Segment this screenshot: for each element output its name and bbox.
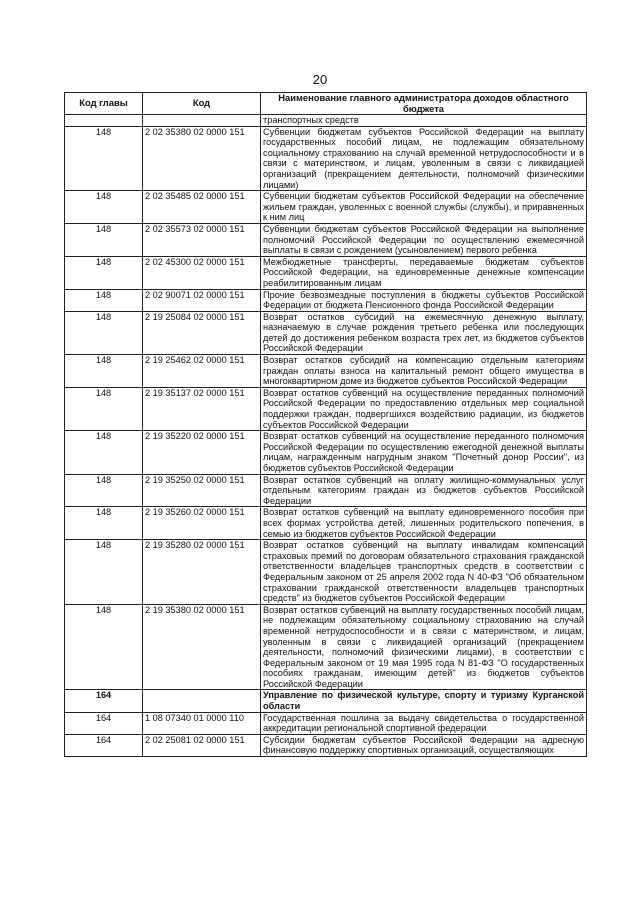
header-administrator-name: Наименование главного администратора доходов областного бюджета — [261, 93, 587, 115]
chapter-code-cell: 148 — [65, 387, 143, 430]
budget-code-cell: 2 19 35280 02 0000 151 — [143, 540, 261, 605]
chapter-code-cell: 148 — [65, 604, 143, 690]
budget-code-cell: 2 19 35137 02 0000 151 — [143, 387, 261, 430]
page-number: 20 — [312, 72, 328, 87]
administrator-name-cell: Возврат остатков субвенций на выплату государственных пособий лицам, не подлежащим обязательному социальному страхованию на случай временной нетрудоспособности и в связи с материнством, и лицам, уволенным в связи с ликвидацией организаций (прекращением деятельности, полномочий физическими лицами), в соответствии с Федеральным законом от 19 мая 1995 года N 81-ФЗ "О государственных пособиях гражданам, имеющим детей" из бюджетов субъектов Российской Федерации — [261, 604, 587, 690]
budget-code-cell: 2 02 35380 02 0000 151 — [143, 126, 261, 191]
table-row — [65, 289, 587, 311]
chapter-code-cell: 148 — [65, 126, 143, 191]
chapter-code-cell: 148 — [65, 540, 143, 605]
chapter-code-cell: 148 — [65, 191, 143, 224]
chapter-code-cell: 148 — [65, 223, 143, 256]
administrator-name-cell: Управление по физической культуре, спорту и туризму Курганской области — [261, 690, 587, 712]
administrator-name-cell: Возврат остатков субвенций на осуществление переданных полномочий Российской Федерации по предоставлению отдельных мер социальной поддержки граждан, подвергшихся воздействию радиации, из бюджетов субъектов Российской Федерации — [261, 387, 587, 430]
administrator-name-cell: Межбюджетные трансферты, передаваемые бюджетам субъектов Российской Федерации, на единовременные денежные компенсации реабилитированным лицам — [261, 256, 587, 289]
chapter-code-cell — [65, 115, 143, 127]
administrator-name-cell: Возврат остатков субвенций на выплату единовременного пособия при всех формах устройства детей, лишенных родительского попечения, в семью из бюджетов субъектов Российской Федерации — [261, 507, 587, 540]
budget-code-cell — [143, 115, 261, 127]
header-chapter-code: Код главы — [65, 93, 143, 115]
budget-code-cell: 2 19 35220 02 0000 151 — [143, 431, 261, 474]
table-row — [65, 115, 587, 127]
budget-code-cell: 2 19 35380 02 0000 151 — [143, 604, 261, 690]
chapter-code-cell: 148 — [65, 507, 143, 540]
administrator-name-cell: Возврат остатков субвенций на осуществление переданного полномочия Российской Федерации по осуществлению ежегодной денежной выплаты лицам, награжденным нагрудным знаком "Почетный донор России", из бюджетов субъектов Российской Федерации — [261, 431, 587, 474]
table-row — [65, 387, 587, 430]
table-row — [65, 507, 587, 540]
table-row — [65, 604, 587, 690]
budget-code-cell: 2 02 25081 02 0000 151 — [143, 734, 261, 756]
table-row — [65, 223, 587, 256]
chapter-code-cell: 164 — [65, 712, 143, 734]
budget-code-cell: 2 02 45300 02 0000 151 — [143, 256, 261, 289]
administrator-name-cell: Субвенции бюджетам субъектов Российской Федерации на выплату государственных пособий лицам, не подлежащим обязательному социальному страхованию на случай временной нетрудоспособности и в связи с материнством, и лицам, уволенным в связи с ликвидацией организаций (прекращением деятельности, полномочий физическими лицами) — [261, 126, 587, 191]
table-row — [65, 540, 587, 605]
chapter-code-cell: 164 — [65, 734, 143, 756]
table-row — [65, 474, 587, 507]
chapter-code-cell: 148 — [65, 256, 143, 289]
administrator-name-cell: Государственная пошлина за выдачу свидетельства о государственной аккредитации региональной спортивной федерации — [261, 712, 587, 734]
budget-code-cell: 2 02 90071 02 0000 151 — [143, 289, 261, 311]
administrator-name-cell: Прочие безвозмездные поступления в бюджеты субъектов Российской Федерации от бюджета Пенсионного фонда Российской Федерации — [261, 289, 587, 311]
table-row — [65, 126, 587, 191]
table-row — [65, 311, 587, 354]
chapter-code-cell: 148 — [65, 311, 143, 354]
administrator-name-cell: Субсидии бюджетам субъектов Российской Федерации на адресную финансовую поддержку спортивных организаций, осуществляющих — [261, 734, 587, 756]
budget-code-cell: 2 19 25462 02 0000 151 — [143, 355, 261, 388]
administrator-name-cell: Субвенции бюджетам субъектов Российской Федерации на обеспечение жильем граждан, уволенных с военной службы (службы), и приравненных к ним лиц — [261, 191, 587, 224]
chapter-code-cell: 164 — [65, 690, 143, 712]
budget-code-cell: 2 02 35573 02 0000 151 — [143, 223, 261, 256]
budget-code-cell: 2 19 35260 02 0000 151 — [143, 507, 261, 540]
chapter-code-cell: 148 — [65, 289, 143, 311]
budget-code-cell: 2 19 35250 02 0000 151 — [143, 474, 261, 507]
table-row — [65, 355, 587, 388]
budget-code-cell — [143, 690, 261, 712]
administrator-name-cell: Возврат остатков субсидий на компенсацию отдельным категориям граждан оплаты взноса на капитальный ремонт общего имущества в многоквартирном доме из бюджетов субъектов Российской Федерации — [261, 355, 587, 388]
table-row — [65, 191, 587, 224]
chapter-code-cell: 148 — [65, 474, 143, 507]
table-row — [65, 256, 587, 289]
revenue-administrators-table — [64, 92, 587, 757]
budget-code-cell: 1 08 07340 01 0000 110 — [143, 712, 261, 734]
table-row — [65, 734, 587, 756]
administrator-name-cell: Возврат остатков субвенций на оплату жилищно-коммунальных услуг отдельным категориям граждан из бюджетов субъектов Российской Федерации — [261, 474, 587, 507]
administrator-name-cell: Возврат остатков субсидий на ежемесячную денежную выплату, назначаемую в случае рождения третьего ребенка или последующих детей до достижения ребенком возраста трех лет, из бюджетов субъектов Российской Федерации — [261, 311, 587, 354]
budget-code-cell: 2 02 35485 02 0000 151 — [143, 191, 261, 224]
chapter-code-cell: 148 — [65, 355, 143, 388]
budget-code-cell: 2 19 25084 02 0000 151 — [143, 311, 261, 354]
table-row — [65, 690, 587, 712]
administrator-name-cell: транспортных средств — [261, 115, 587, 127]
chapter-code-cell: 148 — [65, 431, 143, 474]
table-row — [65, 712, 587, 734]
administrator-name-cell: Возврат остатков субвенций на выплату инвалидам компенсаций страховых премий по договорам обязательного страхования гражданской ответственности владельцев транспортных средств в соответствии с Федеральным законом от 25 апреля 2002 года N 40-ФЗ "Об обязательном страховании гражданской ответственности владельцев транспортных средств" из бюджетов субъектов Российской Федерации — [261, 540, 587, 605]
table-header-row — [65, 93, 587, 115]
header-code: Код — [143, 93, 261, 115]
administrator-name-cell: Субвенции бюджетам субъектов Российской Федерации на выполнение полномочий Российской Федерации по осуществлению ежемесячной выплаты в связи с рождением (усыновлением) первого ребенка — [261, 223, 587, 256]
table-row — [65, 431, 587, 474]
